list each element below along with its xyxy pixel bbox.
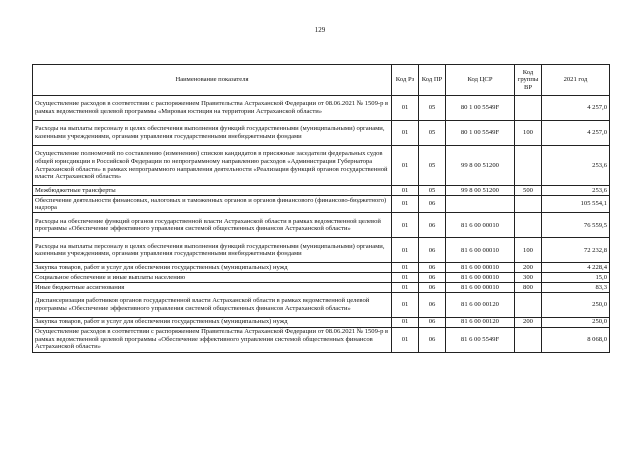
- row-pr-cell: 05: [419, 146, 446, 186]
- row-vr-cell: 200: [515, 317, 542, 327]
- row-name-cell: Осуществление полномочий по составлению (изменению) списков кандидатов в присяжные заседатели федеральных судов общей юрисдикции в Российской Федерации по непрограммному направлению расходов «Администрация Губернатора Астраханской области» в рамках непрограммного направления деятельности «Реализация функций органов государственной власти Астраханской области»: [33, 146, 392, 186]
- row-pr-cell: 06: [419, 317, 446, 327]
- header-pr: Код ПР: [419, 65, 446, 96]
- row-amount-cell: 76 559,5: [542, 213, 610, 238]
- row-pr-cell: 05: [419, 121, 446, 146]
- row-rz-cell: 01: [392, 282, 419, 292]
- row-amount-cell: 253,6: [542, 146, 610, 186]
- row-rz-cell: 01: [392, 327, 419, 352]
- row-amount-cell: 83,3: [542, 282, 610, 292]
- row-rz-cell: 01: [392, 213, 419, 238]
- row-csr-cell: 81 6 00 00120: [446, 317, 515, 327]
- row-rz-cell: 01: [392, 273, 419, 283]
- row-csr-cell: [446, 195, 515, 212]
- table-row: [33, 146, 610, 186]
- table-row: [33, 263, 610, 273]
- row-csr-cell: 81 6 00 00010: [446, 263, 515, 273]
- row-pr-cell: 06: [419, 195, 446, 212]
- row-csr-cell: 81 6 00 5549F: [446, 327, 515, 352]
- table-row: [33, 282, 610, 292]
- row-rz-cell: 01: [392, 121, 419, 146]
- row-vr-cell: [515, 292, 542, 317]
- table-row: [33, 273, 610, 283]
- row-amount-cell: 105 554,1: [542, 195, 610, 212]
- row-amount-cell: 4 257,0: [542, 96, 610, 121]
- row-name-cell: Расходы на выплаты персоналу в целях обеспечения выполнения функций государственными (муниципальными) органами, казенными учреждениями, органами управления государственными внебюджетными фондами: [33, 238, 392, 263]
- row-rz-cell: 01: [392, 292, 419, 317]
- row-csr-cell: 81 6 00 00010: [446, 238, 515, 263]
- row-rz-cell: 01: [392, 146, 419, 186]
- row-vr-cell: 100: [515, 121, 542, 146]
- row-vr-cell: 300: [515, 273, 542, 283]
- table-row: [33, 213, 610, 238]
- row-rz-cell: 01: [392, 263, 419, 273]
- row-pr-cell: 06: [419, 292, 446, 317]
- header-vr: Код группы ВР: [515, 65, 542, 96]
- row-rz-cell: 01: [392, 186, 419, 196]
- row-name-cell: Диспансеризация работников органов государственной власти Астраханской области в рамках ведомственной целевой программы «Обеспечение эффективного управления системой общественных финансов Астраханской области»: [33, 292, 392, 317]
- table-row: [33, 195, 610, 212]
- header-csr: Код ЦСР: [446, 65, 515, 96]
- row-csr-cell: 81 6 00 00010: [446, 273, 515, 283]
- row-pr-cell: 06: [419, 213, 446, 238]
- header-year: 2021 год: [542, 65, 610, 96]
- row-amount-cell: 8 068,0: [542, 327, 610, 352]
- row-pr-cell: 06: [419, 273, 446, 283]
- table-row: [33, 317, 610, 327]
- row-vr-cell: 100: [515, 238, 542, 263]
- row-csr-cell: 99 8 00 51200: [446, 186, 515, 196]
- row-rz-cell: 01: [392, 317, 419, 327]
- header-name: Наименование показателя: [33, 65, 392, 96]
- row-vr-cell: [515, 96, 542, 121]
- row-vr-cell: [515, 146, 542, 186]
- row-pr-cell: 06: [419, 238, 446, 263]
- row-vr-cell: [515, 213, 542, 238]
- row-amount-cell: 250,0: [542, 317, 610, 327]
- row-pr-cell: 06: [419, 282, 446, 292]
- row-amount-cell: 253,6: [542, 186, 610, 196]
- row-csr-cell: 81 6 00 00010: [446, 213, 515, 238]
- row-amount-cell: 250,0: [542, 292, 610, 317]
- row-vr-cell: 200: [515, 263, 542, 273]
- table-header-row: [33, 65, 610, 96]
- row-name-cell: Иные бюджетные ассигнования: [33, 282, 392, 292]
- row-rz-cell: 01: [392, 96, 419, 121]
- table-body: [33, 96, 610, 353]
- row-csr-cell: 81 6 00 00010: [446, 282, 515, 292]
- row-name-cell: Межбюджетные трансферты: [33, 186, 392, 196]
- row-amount-cell: 15,0: [542, 273, 610, 283]
- row-rz-cell: 01: [392, 195, 419, 212]
- table-row: [33, 96, 610, 121]
- table-row: [33, 121, 610, 146]
- row-pr-cell: 06: [419, 263, 446, 273]
- row-csr-cell: 81 6 00 00120: [446, 292, 515, 317]
- row-vr-cell: 800: [515, 282, 542, 292]
- table-row: [33, 292, 610, 317]
- table-row: [33, 327, 610, 352]
- row-amount-cell: 4 228,4: [542, 263, 610, 273]
- row-name-cell: Осуществление расходов в соответствии с распоряжением Правительства Астраханской Федерации от 08.06.2021 № 1509-р в рамках ведомственной целевой программы «Обеспечение эффективного управления системой общественных финансов Астраханской области»: [33, 327, 392, 352]
- row-pr-cell: 06: [419, 327, 446, 352]
- row-csr-cell: 99 8 00 51200: [446, 146, 515, 186]
- row-csr-cell: 80 1 00 5549F: [446, 121, 515, 146]
- row-name-cell: Осуществление расходов в соответствии с распоряжением Правительства Астраханской Федерации от 08.06.2021 № 1509-р в рамках ведомственной целевой программы «Мировая юстиция на территории Астраханской области»: [33, 96, 392, 121]
- row-name-cell: Расходы на выплаты персоналу в целях обеспечения выполнения функций государственными (муниципальными) органами, казенными учреждениями, органами управления государственными внебюджетными фондами: [33, 121, 392, 146]
- table-row: [33, 238, 610, 263]
- table-row: [33, 186, 610, 196]
- row-pr-cell: 05: [419, 96, 446, 121]
- row-vr-cell: [515, 327, 542, 352]
- row-name-cell: Расходы на обеспечение функций органов государственной власти Астраханской области в рамках ведомственной целевой программы «Обеспечение эффективного управления системой общественных финансов Астраханской области»: [33, 213, 392, 238]
- row-name-cell: Закупка товаров, работ и услуг для обеспечения государственных (муниципальных) нужд: [33, 263, 392, 273]
- row-amount-cell: 72 232,8: [542, 238, 610, 263]
- row-name-cell: Социальное обеспечение и иные выплаты населению: [33, 273, 392, 283]
- row-csr-cell: 80 1 00 5549F: [446, 96, 515, 121]
- header-rz: Код Рз: [392, 65, 419, 96]
- row-amount-cell: 4 257,0: [542, 121, 610, 146]
- page-number: 129: [314, 26, 326, 34]
- budget-table: [32, 64, 610, 353]
- row-pr-cell: 05: [419, 186, 446, 196]
- row-rz-cell: 01: [392, 238, 419, 263]
- row-name-cell: Обеспечение деятельности финансовых, налоговых и таможенных органов и органов финансового (финансово-бюджетного) надзора: [33, 195, 392, 212]
- row-vr-cell: 500: [515, 186, 542, 196]
- row-vr-cell: [515, 195, 542, 212]
- row-name-cell: Закупка товаров, работ и услуг для обеспечения государственных (муниципальных) нужд: [33, 317, 392, 327]
